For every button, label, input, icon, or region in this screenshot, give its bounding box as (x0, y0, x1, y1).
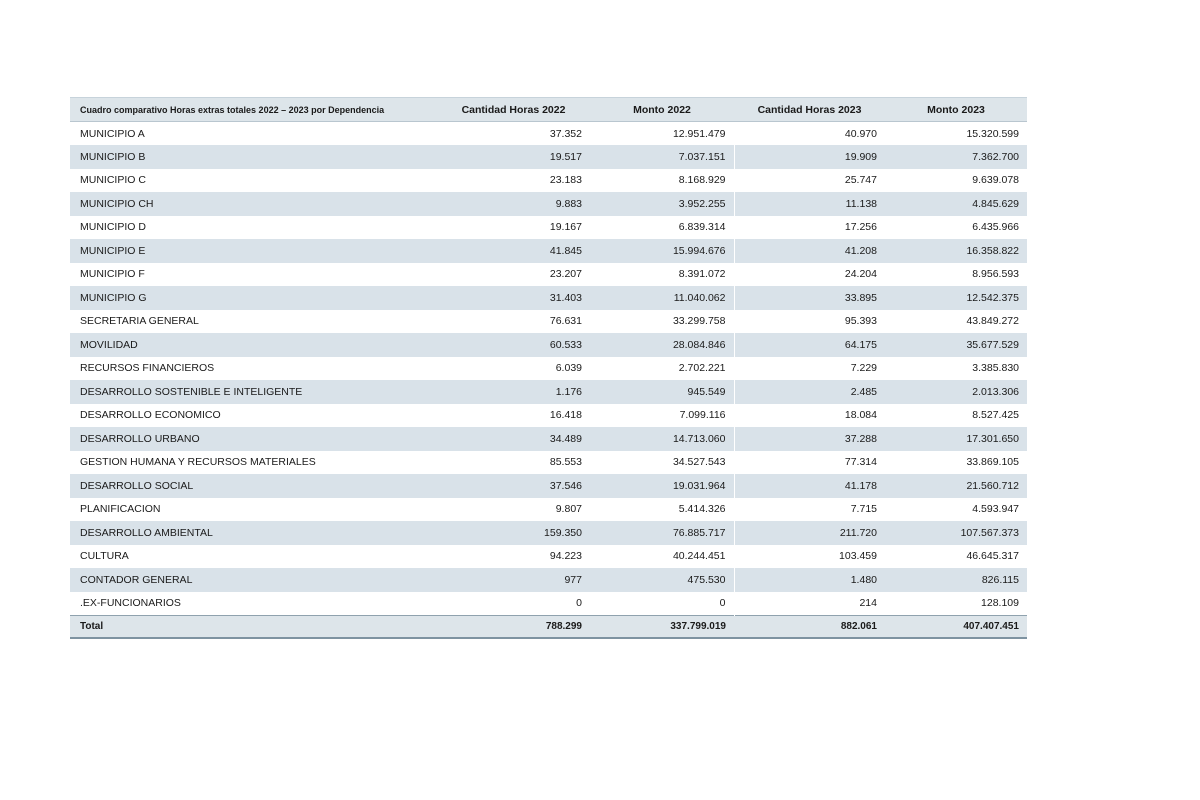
amount-2023-cell: 6.435.966 (972, 221, 1019, 234)
amount-2023-cell: 4.593.947 (972, 503, 1019, 516)
total-hours-2023: 882.061 (840, 620, 877, 632)
amount-2023-cell: 16.358.822 (966, 244, 1019, 257)
table-header-row (70, 98, 1027, 122)
amount-2022-cell: 3.952.255 (590, 192, 734, 216)
amount-2022-cell: 28.084.846 (590, 333, 734, 357)
dependency-name-cell: MUNICIPIO A (80, 127, 145, 140)
hours-2023-cell: 41.178 (844, 479, 877, 492)
amount-2022-cell: 945.549 (590, 380, 734, 404)
amount-2023-cell: 15.320.599 (966, 127, 1019, 140)
dependency-name-cell: .EX-FUNCIONARIOS (80, 597, 181, 609)
hours-2023-cell: 40.970 (844, 127, 877, 140)
dependency-name-cell: MUNICIPIO CH (80, 197, 154, 210)
table-row (70, 474, 1027, 498)
hours-2022-cell: 41.845 (549, 244, 582, 257)
table-row (70, 545, 1027, 569)
total-amount-2023: 407.407.451 (963, 620, 1019, 632)
amount-2022-cell: 6.839.314 (590, 216, 734, 240)
amount-2022-cell: 33.299.758 (590, 310, 734, 334)
amount-2023-cell: 4.845.629 (972, 197, 1019, 210)
hours-2022-cell: 0 (576, 597, 582, 609)
hours-2022-cell: 37.546 (549, 479, 582, 492)
comparison-table-container (70, 97, 1027, 639)
hours-2022-cell: 76.631 (549, 315, 582, 328)
dependency-name-cell: SECRETARIA GENERAL (80, 315, 199, 328)
hours-2022-cell: 37.352 (549, 127, 582, 140)
dependency-name-cell: DESARROLLO AMBIENTAL (80, 526, 213, 539)
hours-2022-cell: 60.533 (549, 338, 582, 351)
hours-2023-cell: 19.909 (844, 150, 877, 163)
hours-2022-cell: 19.167 (549, 221, 582, 234)
table-row (70, 380, 1027, 404)
amount-2023-cell: 3.385.830 (972, 362, 1019, 375)
table-row (70, 333, 1027, 357)
hours-2022-cell: 6.039 (555, 362, 582, 375)
table-row (70, 498, 1027, 522)
hours-2023-cell: 7.229 (850, 362, 877, 375)
table-row (70, 310, 1027, 334)
hours-2023-cell: 17.256 (844, 221, 877, 234)
hours-2023-cell: 95.393 (844, 315, 877, 328)
table-row (70, 263, 1027, 287)
table-row (70, 357, 1027, 381)
hours-2023-cell: 37.288 (844, 432, 877, 445)
amount-2023-cell: 35.677.529 (966, 338, 1019, 351)
hours-2022-cell: 1.176 (555, 385, 582, 398)
hours-2022-cell: 23.207 (549, 268, 582, 281)
hours-2023-cell: 214 (859, 597, 877, 609)
hours-2023-cell: 77.314 (844, 456, 877, 469)
dependency-name-cell: DESARROLLO SOSTENIBLE E INTELIGENTE (80, 385, 303, 398)
dependency-name-cell: DESARROLLO ECONOMICO (80, 409, 221, 422)
header-amount-2023: Monto 2023 (885, 98, 1027, 122)
dependency-name-cell: DESARROLLO SOCIAL (80, 479, 194, 492)
dependency-name-cell: MUNICIPIO G (80, 291, 147, 304)
table-row (70, 216, 1027, 240)
amount-2023-cell: 9.639.078 (972, 174, 1019, 187)
hours-2023-cell: 33.895 (844, 291, 877, 304)
hours-2022-cell: 9.807 (555, 503, 582, 516)
table-row (70, 239, 1027, 263)
dependency-name-cell: CONTADOR GENERAL (80, 573, 193, 586)
hours-2023-cell: 64.175 (844, 338, 877, 351)
hours-2023-cell: 11.138 (845, 197, 877, 210)
dependency-name-cell: MUNICIPIO C (80, 174, 146, 187)
amount-2022-cell: 0 (590, 592, 734, 616)
amount-2023-cell: 826.115 (981, 573, 1019, 586)
dependency-name-cell: CULTURA (80, 550, 129, 563)
table-row (70, 568, 1027, 592)
amount-2023-cell: 7.362.700 (972, 150, 1019, 163)
amount-2022-cell: 7.037.151 (590, 145, 734, 169)
total-hours-2022: 788.299 (545, 620, 582, 632)
amount-2022-cell: 8.168.929 (590, 169, 734, 193)
header-hours-2023: Cantidad Horas 2023 (734, 98, 885, 122)
amount-2023-cell: 17.301.650 (966, 432, 1019, 445)
hours-2022-cell: 159.350 (544, 526, 582, 539)
dependency-name-cell: MUNICIPIO D (80, 221, 146, 234)
hours-2022-cell: 31.403 (549, 291, 582, 304)
table-row (70, 521, 1027, 545)
hours-2022-cell: 16.418 (549, 409, 582, 422)
table-title-header: Cuadro comparativo Horas extras totales 2022 – 2023 por Dependencia (70, 98, 437, 122)
table-row (70, 192, 1027, 216)
table-total-row (70, 615, 1027, 638)
hours-2023-cell: 41.208 (844, 244, 877, 257)
table-body (70, 122, 1027, 616)
hours-2023-cell: 211.720 (839, 526, 877, 539)
hours-2022-cell: 9.883 (555, 197, 582, 210)
hours-2023-cell: 103.459 (839, 550, 877, 563)
header-hours-2022: Cantidad Horas 2022 (437, 98, 590, 122)
dependency-name-cell: MUNICIPIO F (80, 268, 145, 281)
amount-2023-cell: 8.956.593 (972, 268, 1019, 281)
dependency-name-cell: PLANIFICACION (80, 503, 161, 516)
hours-2022-cell: 85.553 (549, 456, 582, 469)
table-row (70, 592, 1027, 616)
amount-2022-cell: 2.702.221 (590, 357, 734, 381)
amount-2022-cell: 5.414.326 (590, 498, 734, 522)
hours-2023-cell: 24.204 (844, 268, 877, 281)
hours-2022-cell: 23.183 (549, 174, 582, 187)
dependency-name-cell: GESTION HUMANA Y RECURSOS MATERIALES (80, 456, 316, 469)
dependency-name-cell: RECURSOS FINANCIEROS (80, 362, 215, 375)
amount-2023-cell: 33.869.105 (966, 456, 1019, 469)
hours-2022-cell: 94.223 (549, 550, 582, 563)
hours-2023-cell: 18.084 (844, 409, 877, 422)
header-amount-2022: Monto 2022 (590, 98, 734, 122)
amount-2023-cell: 12.542.375 (966, 291, 1019, 304)
amount-2023-cell: 2.013.306 (972, 385, 1019, 398)
hours-2022-cell: 19.517 (549, 150, 582, 163)
amount-2022-cell: 19.031.964 (590, 474, 734, 498)
dependency-name-cell: MUNICIPIO E (80, 244, 146, 257)
table-row (70, 427, 1027, 451)
amount-2023-cell: 46.645.317 (966, 550, 1019, 563)
amount-2023-cell: 107.567.373 (960, 526, 1019, 539)
table-row (70, 122, 1027, 146)
dependency-name-cell: DESARROLLO URBANO (80, 432, 200, 445)
amount-2022-cell: 475.530 (590, 568, 734, 592)
overtime-comparison-table (70, 97, 1027, 639)
amount-2022-cell: 14.713.060 (590, 427, 734, 451)
table-row (70, 404, 1027, 428)
amount-2023-cell: 128.109 (981, 597, 1019, 609)
amount-2023-cell: 43.849.272 (966, 315, 1019, 328)
amount-2023-cell: 8.527.425 (972, 409, 1019, 422)
dependency-name-cell: MOVILIDAD (80, 338, 138, 351)
table-row (70, 286, 1027, 310)
table-row (70, 169, 1027, 193)
amount-2022-cell: 34.527.543 (590, 451, 734, 475)
table-row (70, 451, 1027, 475)
hours-2023-cell: 1.480 (850, 573, 877, 586)
dependency-name-cell: MUNICIPIO B (80, 150, 146, 163)
amount-2023-cell: 21.560.712 (966, 479, 1019, 492)
amount-2022-cell: 11.040.062 (590, 286, 734, 310)
hours-2023-cell: 7.715 (850, 503, 877, 516)
total-label: Total (80, 620, 104, 632)
hours-2022-cell: 34.489 (549, 432, 582, 445)
amount-2022-cell: 7.099.116 (590, 404, 734, 428)
amount-2022-cell: 12.951.479 (590, 122, 734, 146)
amount-2022-cell: 8.391.072 (590, 263, 734, 287)
amount-2022-cell: 76.885.717 (590, 521, 734, 545)
amount-2022-cell: 40.244.451 (590, 545, 734, 569)
total-amount-2022: 337.799.019 (670, 620, 726, 632)
hours-2022-cell: 977 (564, 573, 582, 586)
hours-2023-cell: 2.485 (850, 385, 877, 398)
amount-2022-cell: 15.994.676 (590, 239, 734, 263)
table-row (70, 145, 1027, 169)
hours-2023-cell: 25.747 (844, 174, 877, 187)
